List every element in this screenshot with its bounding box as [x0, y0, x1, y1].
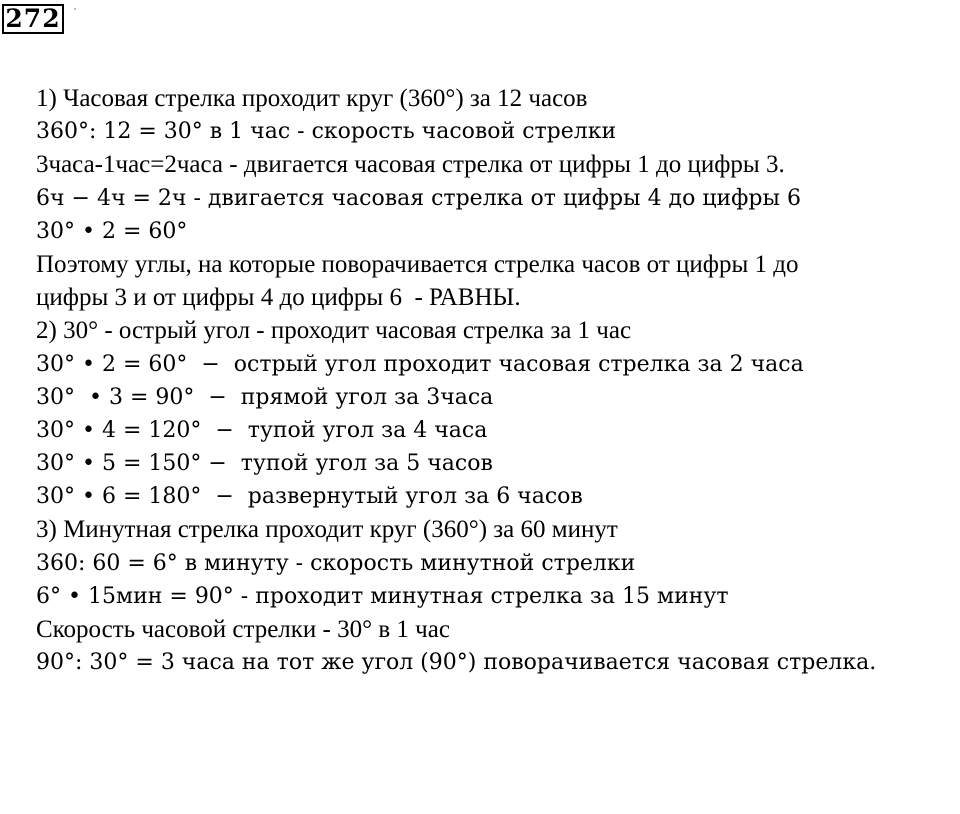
solution-line: 30° • 4 = 120° − тупой угол за 4 часа: [36, 417, 488, 443]
solution-line: 3часа-1час=2часа - двигается часовая стрелка от цифры 1 до цифры 3.: [36, 151, 785, 179]
solution-line: 90°: 30° = 3 часа на тот же угол (90°) поворачивается часовая стрелка.: [36, 650, 877, 676]
solution-line: 360°: 12 = 30° в 1 час - скорость часовой стрелки: [36, 119, 617, 145]
problem-number-box: 272: [2, 4, 64, 34]
solution-line: 6ч − 4ч = 2ч - двигается часовая стрелка от цифры 4 до цифры 6: [36, 185, 801, 211]
solution-line: Поэтому углы, на которые поворачивается стрелка часов от цифры 1 до: [36, 250, 799, 278]
solution-line: 6° • 15мин = 90° - проходит минутная стрелка за 15 минут: [36, 583, 729, 609]
solution-line: 30° • 2 = 60° − острый угол проходит часовая стрелка за 2 часа: [36, 351, 804, 377]
solution-line: 30° • 2 = 60°: [36, 218, 188, 244]
solution-line: 2) 30° - острый угол - проходит часовая стрелка за 1 час: [36, 317, 632, 345]
solution-line: 30° • 5 = 150° − тупой угол за 5 часов: [36, 451, 493, 477]
solution-text: [36, 82, 954, 679]
solution-line: 30° • 3 = 90° − прямой угол за 3часа: [36, 384, 494, 410]
solution-line: Скорость часовой стрелки - 30° в 1 час: [36, 616, 450, 643]
solution-line: 1) Часовая стрелка проходит круг (360°) за 12 часов: [36, 85, 588, 112]
solution-line: 3) Минутная стрелка проходит круг (360°) за 60 минут: [36, 516, 618, 544]
solution-line: 360: 60 = 6° в минуту - скорость минутной стрелки: [36, 550, 636, 576]
scan-speck: [74, 8, 76, 10]
solution-line: 30° • 6 = 180° − развернутый угол за 6 часов: [36, 484, 583, 510]
solution-line: цифры 3 и от цифры 4 до цифры 6 - РАВНЫ.: [36, 284, 521, 312]
